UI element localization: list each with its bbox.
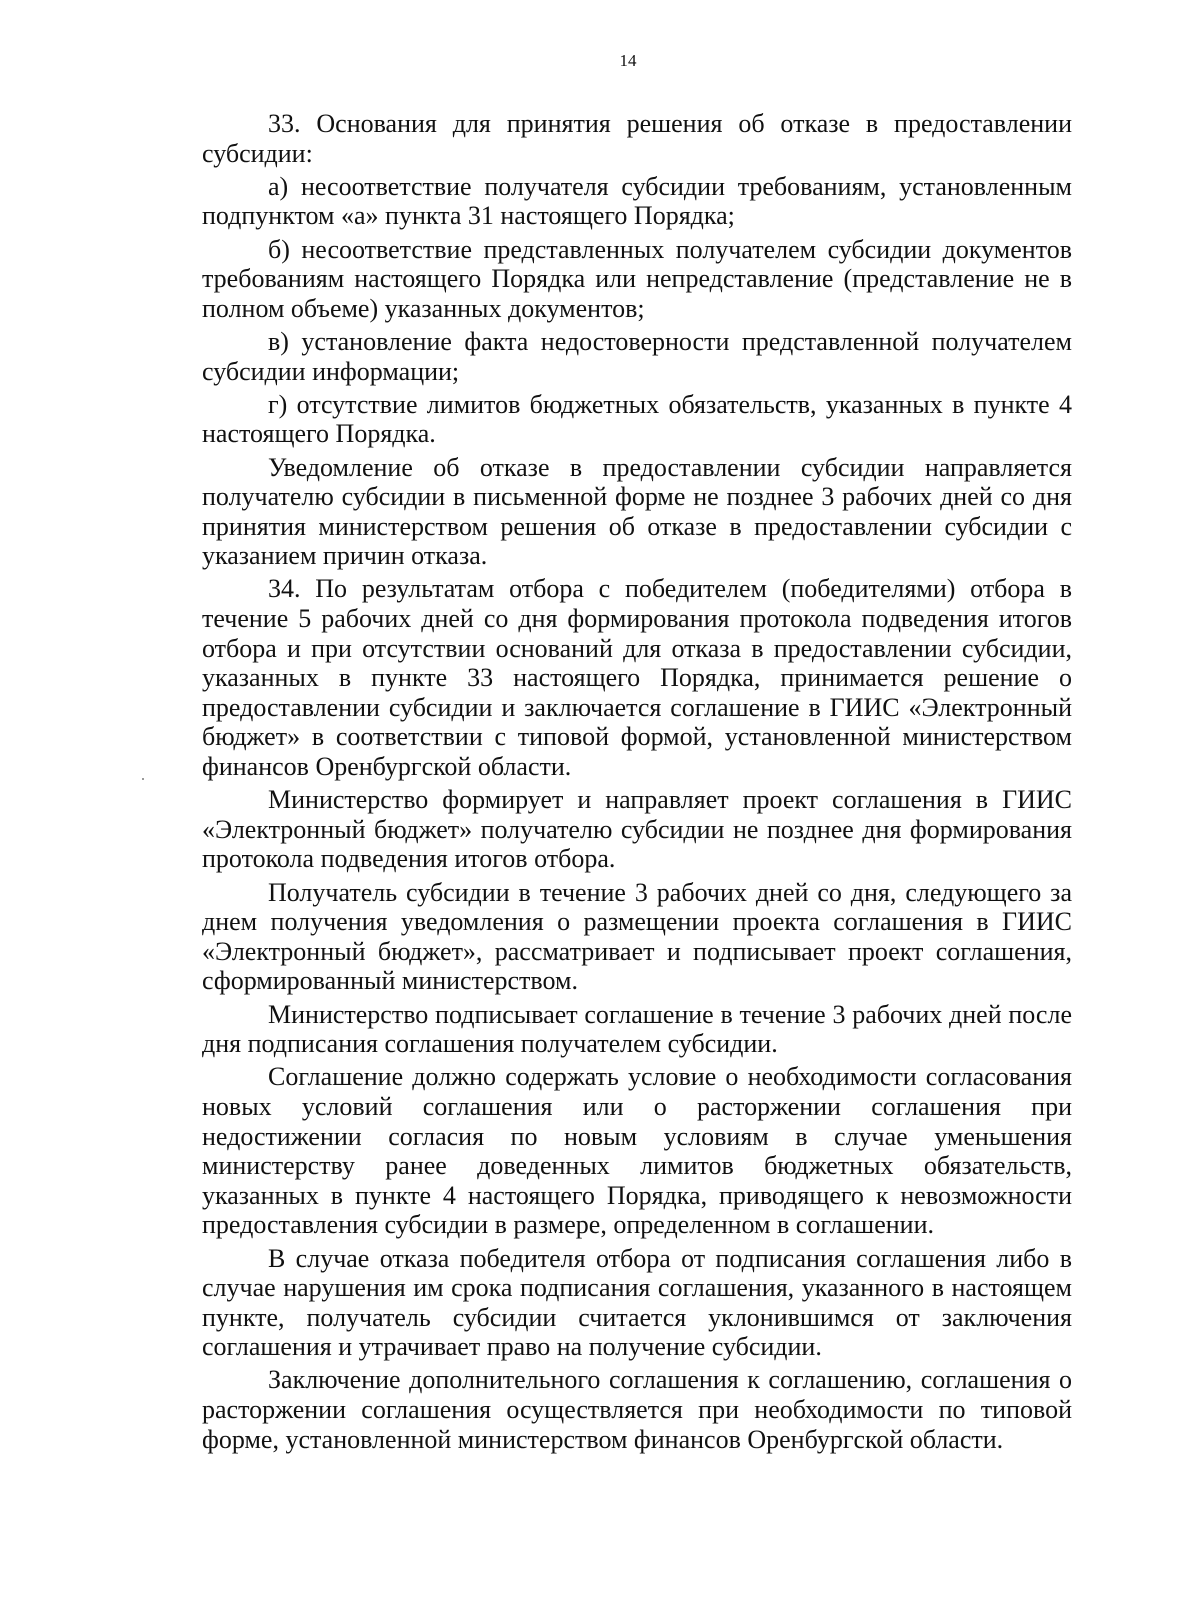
paragraph-33-v: в) установление факта недостоверности представленной получателем субсидии информации; bbox=[202, 326, 1072, 386]
page-number: 14 bbox=[619, 51, 637, 70]
paragraph-agreement-conditions: Соглашение должно содержать условие о необходимости согласования новых условий соглашения или о расторжении соглашения при недостижении согласия по новым условиям в случае уменьшения министерству ранее доведенных лимитов бюджетных обязательств, указанных в пункте 4 настоящего Порядка, приводящего к невозможности предоставления субсидии в размере, определенном в соглашении. bbox=[202, 1062, 1072, 1240]
paragraph-33: 33. Основания для принятия решения об отказе в предоставлении субсидии: bbox=[202, 109, 1072, 168]
paragraph-additional-agreement: Заключение дополнительного соглашения к соглашению, соглашения о расторжении соглашения осуществляется при необходимости по типовой форме, установленной министерством финансов Оренбургской области. bbox=[202, 1365, 1072, 1454]
paragraph-winner-refusal: В случае отказа победителя отбора от подписания соглашения либо в случае нарушения им срока подписания соглашения, указанного в настоящем пункте, получатель субсидии считается уклонившимся от заключения соглашения и утрачивает право на получение субсидии. bbox=[202, 1243, 1072, 1362]
paragraph-33-a: а) несоответствие получателя субсидии требованиям, установленным подпунктом «а» пункта 31 настоящего Порядка; bbox=[202, 171, 1072, 231]
paragraph-33-g: г) отсутствие лимитов бюджетных обязательств, указанных в пункте 4 настоящего Порядка. bbox=[202, 389, 1072, 449]
paragraph-34: 34. По результатам отбора с победителем (победителями) отбора в течение 5 рабочих дней со дня формирования протокола подведения итогов отбора и при отсутствии оснований для отказа в предоставлении субсидии, указанных в пункте 33 настоящего Порядка, принимается решение о предоставлении субсидии и заключается соглашение в ГИИС «Электронный бюджет» в соответствии с типовой формой, установленной министерством финансов Оренбургской области. bbox=[202, 574, 1072, 782]
scan-speck bbox=[142, 778, 144, 780]
paragraph-refusal-notice: Уведомление об отказе в предоставлении субсидии направляется получателю субсидии в письменной форме не позднее 3 рабочих дней со дня принятия министерством решения об отказе в предоставлении субсидии с указанием причин отказа. bbox=[202, 452, 1072, 571]
paragraph-33-b: б) несоответствие представленных получателем субсидии документов требованиям настоящего Порядка или непредставление (представление не в полном объеме) указанных документов; bbox=[202, 234, 1072, 323]
paragraph-ministry-draft: Министерство формирует и направляет проект соглашения в ГИИС «Электронный бюджет» получателю субсидии не позднее дня формирования протокола подведения итогов отбора. bbox=[202, 785, 1072, 874]
paragraph-recipient-signing: Получатель субсидии в течение 3 рабочих дней со дня, следующего за днем получения уведомления о размещении проекта соглашения в ГИИС «Электронный бюджет», рассматривает и подписывает проект соглашения, сформированный министерством. bbox=[202, 877, 1072, 996]
document-body bbox=[202, 109, 1072, 1458]
paragraph-ministry-signing: Министерство подписывает соглашение в течение 3 рабочих дней после дня подписания соглашения получателем субсидии. bbox=[202, 999, 1072, 1059]
